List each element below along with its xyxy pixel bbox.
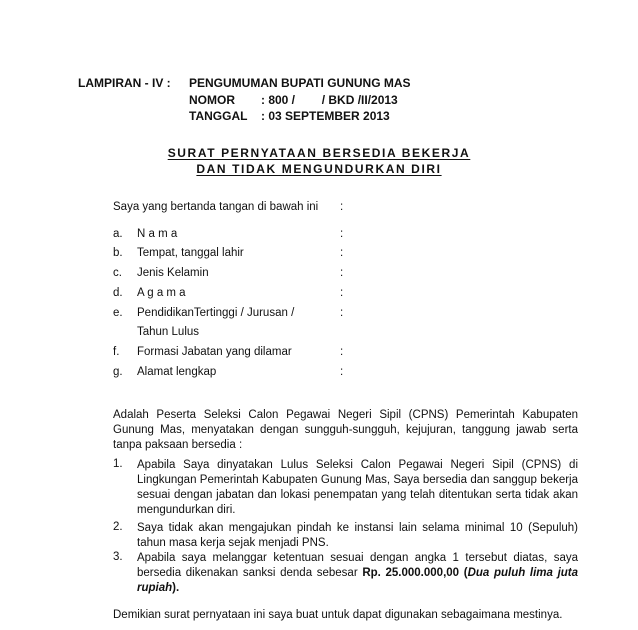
penalty-paren-open: ( <box>459 567 468 579</box>
field-colon: : <box>340 267 344 279</box>
statement-paragraph: Adalah Peserta Seleksi Calon Pegawai Negeri Sipil (CPNS) Pemerintah Kabupaten Gunung Mas, menyatakan dengan sungguh-sungguh, kejujuran, tanggung jawab serta tanpa paksaan bersedia : <box>113 409 578 451</box>
tanggal-value: : 03 SEPTEMBER 2013 <box>261 109 390 123</box>
title-line1-text: SURAT PERNYATAAN BERSEDIA BEKERJA <box>167 146 471 160</box>
point-number: 3. <box>113 551 123 563</box>
title-line2-text: DAN TIDAK MENGUNDURKAN DIRI <box>196 162 442 176</box>
field-letter: e. <box>113 307 123 319</box>
field-label: Formasi Jabatan yang dilamar <box>137 346 292 358</box>
intro-colon: : <box>340 201 344 213</box>
field-label: PendidikanTertinggi / Jurusan / <box>137 307 295 319</box>
point-3-text-main: Apabila saya melanggar ketentuan sesuai dengan angka 1 tersebut diatas, saya bersedia dikenakan sanksi denda sebesar <box>137 552 578 579</box>
point-number: 1. <box>113 458 123 470</box>
tanggal-label: TANGGAL <box>189 109 248 123</box>
penalty-amount: Rp. 25.000.000,00 <box>362 567 460 579</box>
point-1-text: Apabila Saya dinyatakan Lulus Seleksi Calon Pegawai Negeri Sipil (CPNS) di Lingkungan Pemerintah Kabupaten Gunung Mas, Saya bersedia dan sanggup bekerja sesuai dengan jabatan dan lokasi penempatan yang telah ditentukan serta tidak akan mengundurkan diri. <box>137 459 578 516</box>
field-label: Jenis Kelamin <box>137 267 209 279</box>
document-title-line1 <box>0 145 638 161</box>
nomor-line <box>189 92 398 109</box>
field-colon: : <box>340 307 344 319</box>
field-colon: : <box>340 228 344 240</box>
field-label: N a m a <box>137 228 178 240</box>
point-3-text <box>137 551 578 596</box>
field-colon: : <box>340 346 344 358</box>
field-colon: : <box>340 366 344 378</box>
nomor-value: : 800 / / BKD /II/2013 <box>261 92 398 107</box>
lampiran-label: LAMPIRAN - IV : <box>78 76 171 90</box>
closing-sentence: Demikian surat pernyataan ini saya buat untuk dapat digunakan sebagaimana mestinya. <box>113 609 563 621</box>
field-colon: : <box>340 247 344 259</box>
document-title-line2 <box>0 161 638 177</box>
field-colon: : <box>340 287 344 299</box>
field-label: A g a m a <box>137 287 186 299</box>
penalty-paren-close: ). <box>172 582 180 594</box>
field-letter: f. <box>113 346 120 358</box>
penalty-amount-words: Dua puluh lima juta rupiah <box>137 567 579 594</box>
point-number: 2. <box>113 521 123 533</box>
point-2-text: Saya tidak akan mengajukan pindah ke instansi lain selama minimal 10 (Sepuluh) tahun masa kerja sejak menjadi PNS. <box>137 522 578 549</box>
field-letter: g. <box>113 366 123 378</box>
field-letter: b. <box>113 247 123 259</box>
nomor-label: NOMOR <box>189 92 235 107</box>
field-label: Tempat, tanggal lahir <box>137 247 244 259</box>
tanggal-line <box>189 108 390 125</box>
field-letter: a. <box>113 228 123 240</box>
field-letter: d. <box>113 287 123 299</box>
announcement-title: PENGUMUMAN BUPATI GUNUNG MAS <box>189 76 411 90</box>
field-label-continued: Tahun Lulus <box>137 326 200 338</box>
field-label: Alamat lengkap <box>137 366 217 378</box>
intro-text: Saya yang bertanda tangan di bawah ini <box>113 201 319 213</box>
field-letter: c. <box>113 267 122 279</box>
